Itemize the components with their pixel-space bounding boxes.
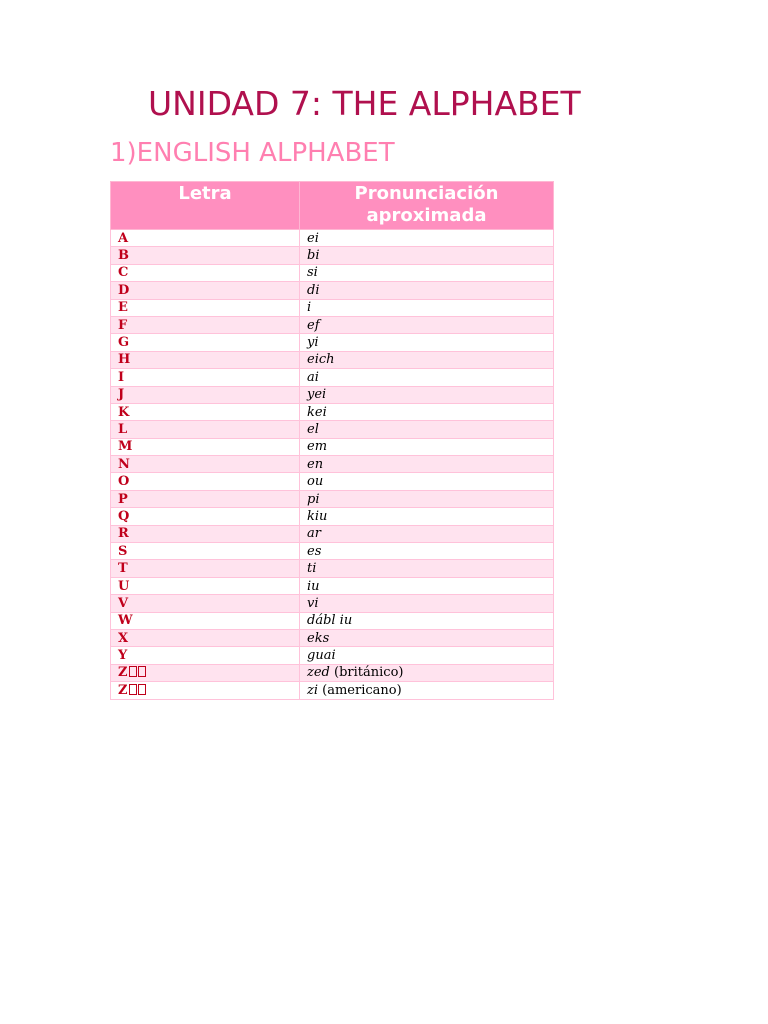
pronunciation-cell — [300, 525, 554, 542]
table-row — [111, 612, 554, 629]
table-row — [111, 560, 554, 577]
letter-cell — [111, 456, 300, 473]
pronunciation-note: (británico) — [334, 665, 404, 681]
pronunciation-cell — [300, 647, 554, 664]
letter-cell — [111, 664, 300, 681]
pronunciation-cell — [300, 456, 554, 473]
pronunciation-text: ef — [307, 317, 320, 333]
pronunciation-text: kiu — [307, 508, 328, 524]
letter-cell — [111, 560, 300, 577]
pronunciation-text: eich — [307, 352, 335, 368]
pronunciation-text: es — [307, 543, 322, 559]
pronunciation-cell — [300, 577, 554, 594]
table-row — [111, 525, 554, 542]
letter-cell — [111, 403, 300, 420]
letter-cell — [111, 473, 300, 490]
section-title: 1)ENGLISH ALPHABET — [110, 138, 395, 168]
letter-cell — [111, 316, 300, 333]
pronunciation-cell — [300, 369, 554, 386]
pronunciation-cell — [300, 629, 554, 646]
table-row — [111, 473, 554, 490]
pronunciation-cell — [300, 421, 554, 438]
pronunciation-text: ai — [307, 369, 319, 385]
pronunciation-text: iu — [307, 578, 320, 594]
letter-text: H — [118, 352, 131, 368]
letter-text: Z — [118, 682, 128, 698]
letter-text: O — [118, 474, 130, 490]
table-row — [111, 456, 554, 473]
letter-text: G — [118, 335, 130, 351]
pronunciation-text: vi — [307, 595, 319, 611]
letter-text: C — [118, 265, 129, 281]
table-header-row — [111, 182, 554, 230]
letter-cell — [111, 595, 300, 612]
pronunciation-text: yi — [307, 335, 319, 351]
letter-text: A — [118, 230, 129, 246]
pronunciation-text: guai — [307, 648, 336, 664]
pronunciation-text: ou — [307, 474, 324, 490]
letter-text: I — [118, 369, 125, 385]
letter-text: S — [118, 543, 128, 559]
pronunciation-cell — [300, 386, 554, 403]
letter-cell — [111, 299, 300, 316]
letter-text: N — [118, 456, 130, 472]
letter-cell — [111, 438, 300, 455]
pronunciation-cell — [300, 282, 554, 299]
pronunciation-cell — [300, 438, 554, 455]
pronunciation-cell — [300, 612, 554, 629]
pronunciation-text: el — [307, 421, 319, 437]
letter-text: D — [118, 282, 130, 298]
letter-cell — [111, 264, 300, 281]
letter-text: K — [118, 404, 130, 420]
letter-cell — [111, 508, 300, 525]
table-row — [111, 264, 554, 281]
pronunciation-text: pi — [307, 491, 320, 507]
table-row — [111, 629, 554, 646]
letter-cell — [111, 247, 300, 264]
table-row — [111, 508, 554, 525]
letter-cell — [111, 612, 300, 629]
table-row — [111, 647, 554, 664]
letter-cell — [111, 490, 300, 507]
letter-text: U — [118, 578, 130, 594]
letter-cell — [111, 577, 300, 594]
letter-cell — [111, 543, 300, 560]
pronunciation-cell — [300, 334, 554, 351]
pronunciation-text: zed — [307, 665, 330, 681]
pronunciation-cell — [300, 230, 554, 247]
table-row — [111, 438, 554, 455]
pronunciation-text: dábl iu — [307, 613, 353, 629]
flag-placeholder-icon — [129, 666, 137, 677]
letter-text: E — [118, 300, 128, 316]
table-row — [111, 386, 554, 403]
table-row — [111, 421, 554, 438]
letter-cell — [111, 647, 300, 664]
page-title: UNIDAD 7: THE ALPHABET — [148, 84, 581, 123]
table-row — [111, 316, 554, 333]
letter-text: M — [118, 439, 133, 455]
letter-cell — [111, 525, 300, 542]
letter-text: X — [118, 630, 129, 646]
pronunciation-text: bi — [307, 248, 320, 264]
table-row — [111, 351, 554, 368]
pronunciation-cell — [300, 351, 554, 368]
pronunciation-text: ar — [307, 526, 321, 542]
table-row — [111, 369, 554, 386]
flag-placeholder-icon — [138, 684, 146, 695]
letter-text: Z — [118, 665, 128, 681]
pronunciation-cell — [300, 264, 554, 281]
pronunciation-cell — [300, 316, 554, 333]
letter-cell — [111, 629, 300, 646]
letter-text: J — [118, 387, 125, 403]
flag-placeholder-icon — [138, 666, 146, 677]
table-row — [111, 299, 554, 316]
pronunciation-cell — [300, 664, 554, 681]
letter-cell — [111, 369, 300, 386]
letter-text: F — [118, 317, 128, 333]
pronunciation-text: eks — [307, 630, 330, 646]
pronunciation-text: yei — [307, 387, 327, 403]
letter-text: W — [118, 613, 133, 629]
pronunciation-cell — [300, 595, 554, 612]
letter-text: T — [118, 561, 128, 577]
pronunciation-text: em — [307, 439, 328, 455]
pronunciation-text: ti — [307, 561, 317, 577]
table-row — [111, 282, 554, 299]
letter-text: V — [118, 595, 129, 611]
pronunciation-text: zi — [307, 682, 319, 698]
table-body — [111, 230, 554, 700]
pronunciation-cell — [300, 490, 554, 507]
table-row — [111, 664, 554, 681]
letter-text: R — [118, 526, 129, 542]
letter-cell — [111, 334, 300, 351]
letter-cell — [111, 421, 300, 438]
table-row — [111, 577, 554, 594]
letter-cell — [111, 682, 300, 699]
table-row — [111, 490, 554, 507]
pronunciation-text: di — [307, 282, 320, 298]
pronunciation-cell — [300, 508, 554, 525]
header-pronunciation: Pronunciación aproximada — [300, 182, 554, 230]
pronunciation-cell — [300, 473, 554, 490]
pronunciation-cell — [300, 247, 554, 264]
letter-text: B — [118, 248, 129, 264]
letter-cell — [111, 351, 300, 368]
pronunciation-text: en — [307, 456, 324, 472]
table-row — [111, 682, 554, 699]
letter-text: L — [118, 421, 128, 437]
table-row — [111, 230, 554, 247]
letter-text: Y — [118, 648, 128, 664]
table-row — [111, 334, 554, 351]
table-row — [111, 595, 554, 612]
pronunciation-cell — [300, 299, 554, 316]
pronunciation-cell — [300, 403, 554, 420]
pronunciation-text: kei — [307, 404, 327, 420]
pronunciation-text: i — [307, 300, 312, 316]
table-header — [111, 182, 554, 230]
letter-text: P — [118, 491, 128, 507]
table-row — [111, 403, 554, 420]
table-row — [111, 543, 554, 560]
alphabet-table — [110, 181, 554, 700]
pronunciation-cell — [300, 682, 554, 699]
letter-cell — [111, 386, 300, 403]
flag-placeholder-icon — [129, 684, 137, 695]
table-row — [111, 247, 554, 264]
letter-text: Q — [118, 508, 130, 524]
letter-cell — [111, 230, 300, 247]
pronunciation-text: ei — [307, 230, 319, 246]
header-letter: Letra — [111, 182, 300, 230]
pronunciation-text: si — [307, 265, 318, 281]
pronunciation-cell — [300, 543, 554, 560]
letter-cell — [111, 282, 300, 299]
pronunciation-cell — [300, 560, 554, 577]
pronunciation-note: (americano) — [322, 682, 402, 698]
